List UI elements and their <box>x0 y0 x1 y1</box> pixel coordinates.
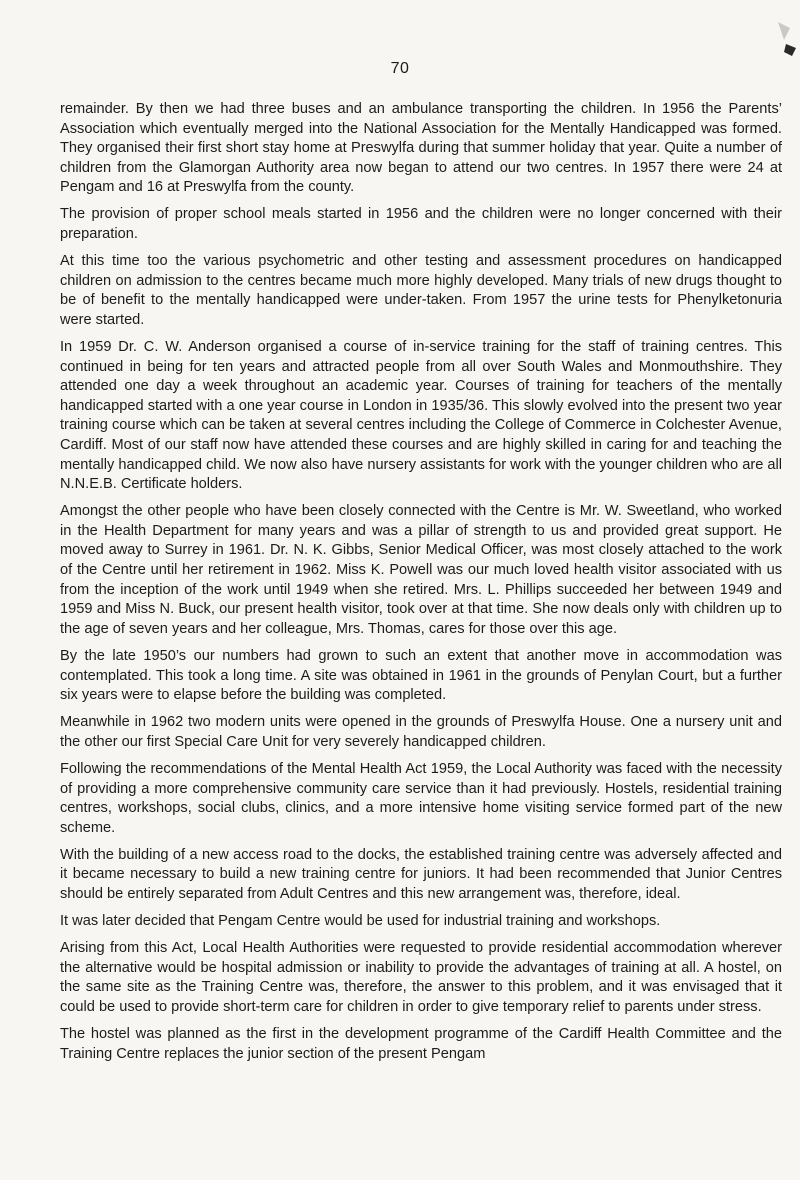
paragraph: With the building of a new access road to the docks, the established training centre was adversely affected and it became necessary to build a new training centre for juniors. It had been recommended that Junior Centres should be entirely separated from Adult Centres and this new arrangement was, therefore, ideal. <box>60 846 782 902</box>
paragraph: In 1959 Dr. C. W. Anderson organised a course of in-service training for the staff of training centres. This continued in being for ten years and attracted people from all over South Wales and Monmouthshire. They attended one day a week throughout an academic year. Courses of training for teachers of the mentally handicapped started with a one year course in London in 1935/36. This slowly evolved into the present two year training course which can be taken at several centres including the College of Commerce in Colchester Avenue, Cardiff. Most of our staff now have attended these courses and are highly skilled in caring for and teaching the mentally handicapped child. We now also have nursery assistants for work with the younger children who are all N.N.E.B. Certificate holders. <box>60 339 782 493</box>
paragraph: The hostel was planned as the first in the development programme of the Cardiff Health Committee and the Training Centre replaces the junior section of the present Pengam <box>60 1026 782 1062</box>
page-number: 70 <box>390 60 410 77</box>
paragraph: Following the recommendations of the Mental Health Act 1959, the Local Authority was faced with the necessity of providing a more comprehensive community care service than it had previously. Hostels, residential training centres, workshops, social clubs, clinics, and a more intensive home visiting service formed part of the new scheme. <box>60 760 782 836</box>
paragraph: It was later decided that Pengam Centre would be used for industrial training and workshops. <box>60 913 661 930</box>
paragraph: At this time too the various psychometric and other testing and assessment procedures on handicapped children on admission to the centres became much more highly developed. Many trials of new drugs thought to be of benefit to the mentally handicapped were under-taken. From 1957 the urine tests for Phenylketonuria were started. <box>60 253 782 328</box>
paragraph: The provision of proper school meals started in 1956 and the children were no longer concerned with their preparation. <box>60 206 782 243</box>
paragraph: Meanwhile in 1962 two modern units were opened in the grounds of Preswylfa House. One a nursery unit and the other our first Special Care Unit for very severely handicapped children. <box>60 714 782 750</box>
paragraph: remainder. By then we had three buses and an ambulance transporting the children. In 1956 the Parents’ Association which eventually merged into the National Association for the Mentally Handicapped was formed. They organised their first short stay home at Preswylfa during that summer holiday that year. Quite a number of children from the Glamorgan Authority area now began to attend our two centres. In 1957 there were 24 at Pengam and 16 at Preswylfa from the county. <box>60 101 782 196</box>
paragraph: By the late 1950’s our numbers had grown to such an extent that another move in accommodation was contemplated. This took a long time. A site was obtained in 1961 in the grounds of Penylan Court, but a further six years were to elapse before the building was completed. <box>60 647 782 704</box>
paragraph: Arising from this Act, Local Health Authorities were requested to provide residential accommodation wherever the alternative would be hospital admission or inability to provide the advantages of training at all. A hostel, on the same site as the Training Centre was, therefore, the answer to this problem, and it was envisaged that it could be used to provide short-term care for children in order to give temporary relief to parents under stress. <box>60 940 782 1015</box>
paragraph: Amongst the other people who have been closely connected with the Centre is Mr. W. Sweetland, who worked in the Health Department for many years and was a pillar of strength to us and provided great support. He moved away to Surrey in 1961. Dr. N. K. Gibbs, Senior Medical Officer, was most closely attached to the work of the Centre until her retirement in 1962. Miss K. Powell was our much loved health visitor associated with us from the inception of the work until 1949 when she retired. Mrs. L. Phillips succeeded her between 1949 and 1959 and Miss N. Buck, our present health visitor, took over at that time. She now deals only with children up to the age of seven years and her colleague, Mrs. Thomas, cares for those over this age. <box>60 503 782 637</box>
text-body <box>60 100 782 1072</box>
scan-corner-mark <box>770 18 800 58</box>
